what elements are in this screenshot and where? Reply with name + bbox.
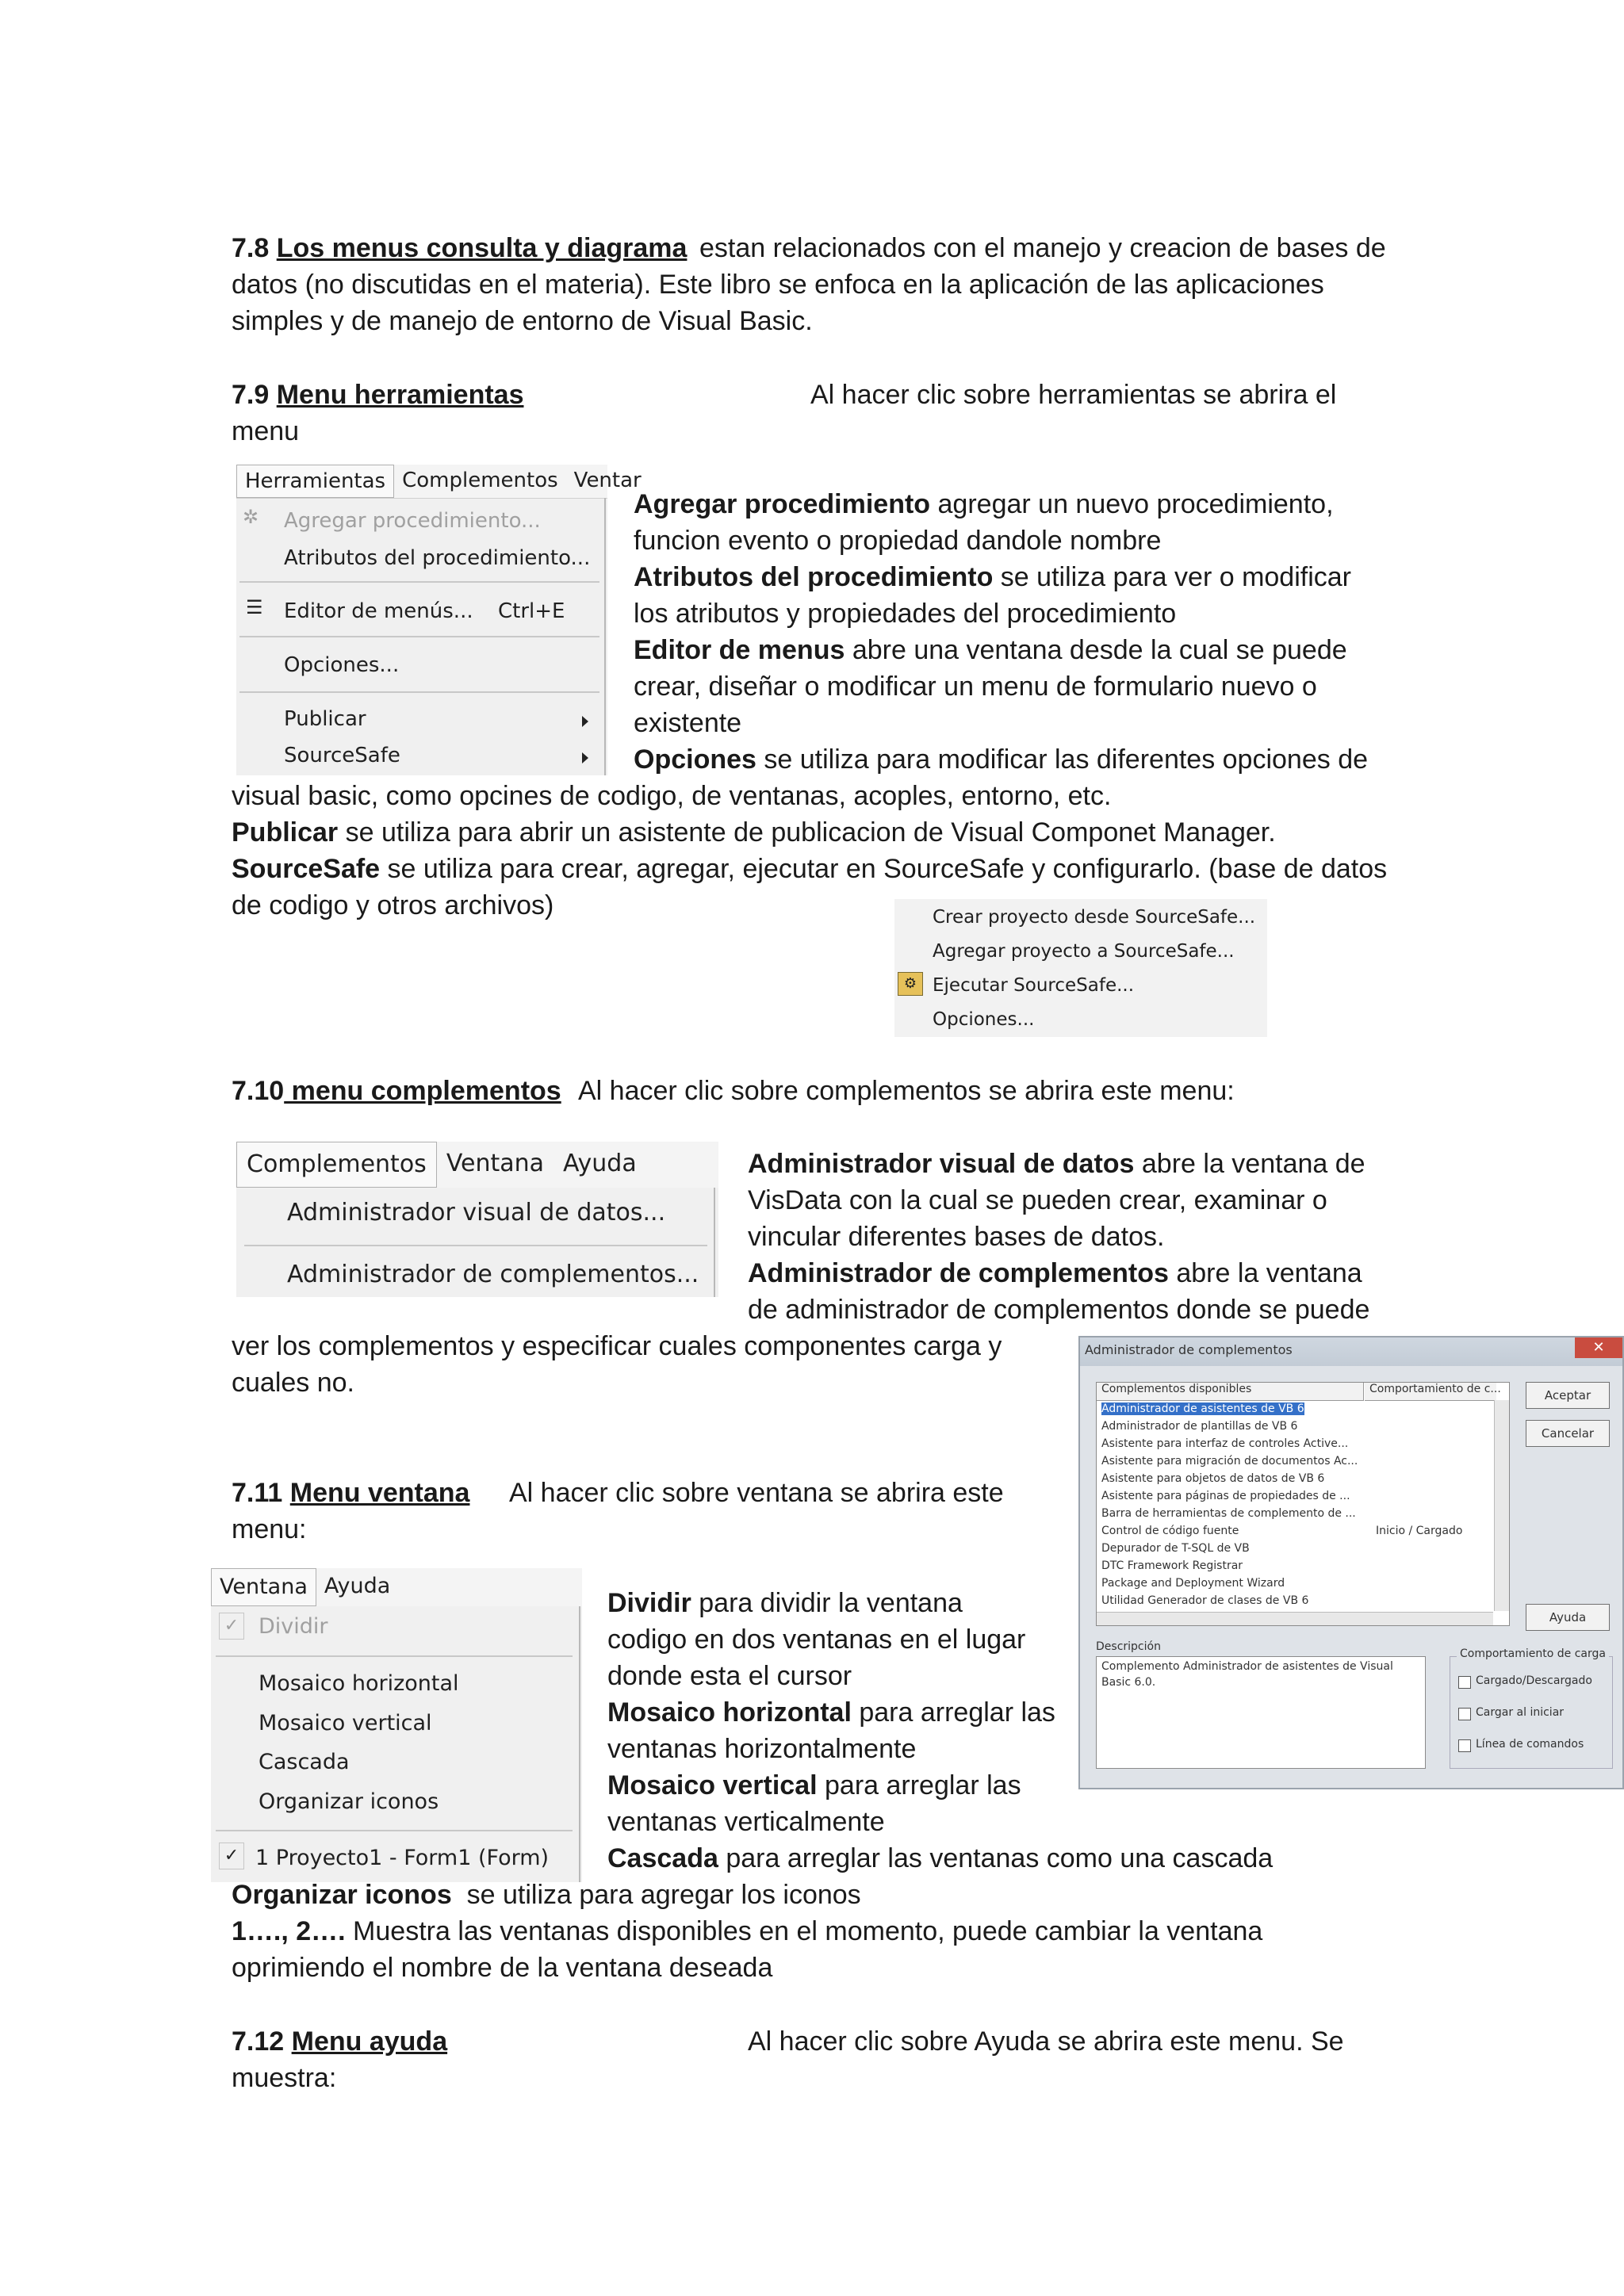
ventana-menu-screenshot [211,1568,582,1882]
definition: funcion evento o propiedad dandole nombre [634,526,1162,556]
menu-separator [239,636,599,637]
menu-herramientas[interactable]: Herramientas [236,465,394,498]
definition: ventanas verticalmente [607,1807,885,1837]
list-item-status: Inicio / Cargado [1376,1525,1463,1537]
sourcesafe-icon: ⚙ [898,972,923,996]
menu-bar [211,1568,582,1606]
check-icon: ✓ [219,1843,244,1869]
section-number: 7.9 [232,380,277,410]
menu-item-proyecto1-form1[interactable]: 1 Proyecto1 - Form1 (Form) [255,1846,550,1870]
section-7-11-heading [232,1475,1064,1548]
complementos-menu-screenshot [236,1142,718,1297]
list-item[interactable]: Administrador de plantillas de VB 6 [1101,1420,1298,1433]
definition: crear, diseñar o modificar un menu de formulario nuevo o [634,672,1317,702]
menu-item-administrador-visual-datos[interactable]: Administrador visual de datos... [287,1199,666,1226]
term: Mosaico horizontal [607,1697,852,1728]
menu-separator [244,1245,707,1246]
definition: se utiliza para crear, agregar, ejecutar en SourceSafe y configurarlo. (base de datos [380,854,1388,884]
term: Editor de menus [634,635,845,665]
cargado-checkbox[interactable] [1458,1676,1471,1689]
term: Agregar procedimiento [634,489,931,519]
section-7-9-heading [232,377,1421,450]
paragraph-line: estan relacionados con el manejo y creacion de bases de [699,233,1386,263]
menu-bar [236,465,642,499]
comportamiento-carga-group [1450,1647,1613,1769]
definition: se utiliza para agregar los iconos [451,1880,861,1910]
definition: ver los complementos y especificar cuales componentes carga y [232,1331,1002,1361]
menu-ventana[interactable]: Ventar [573,469,642,492]
submenu-arrow-icon [582,716,588,727]
aceptar-button[interactable]: Aceptar [1526,1382,1610,1409]
list-item[interactable]: Asistente para objetos de datos de VB 6 [1101,1472,1325,1485]
definition: para arreglar las ventanas como una cascada [718,1843,1274,1873]
complementos-descriptions [748,1146,1430,1328]
definition: existente [634,708,742,738]
herramientas-descriptions [634,486,1395,778]
term: Administrador visual de datos [748,1149,1135,1179]
list-item[interactable]: Barra de herramientas de complemento de ... [1101,1507,1356,1520]
shortcut-label: Ctrl+E [498,599,565,623]
definition: se utiliza para modificar las diferentes opciones de [756,744,1369,775]
definition: oprimiendo el nombre de la ventana deseada [232,1953,773,1983]
definition: vincular diferentes bases de datos. [748,1222,1165,1252]
section-title: Los menus consulta y diagrama [276,233,688,263]
menu-item-agregar-procedimiento[interactable]: Agregar procedimiento... [284,509,541,533]
section-number: 7.8 [232,233,277,263]
paragraph-line: menu: [232,1514,307,1544]
term: SourceSafe [232,854,381,884]
paragraph-line: Al hacer clic sobre complementos se abrira este menu: [578,1076,1235,1106]
close-icon[interactable]: ✕ [1575,1337,1622,1358]
list-item[interactable]: Administrador de asistentes de VB 6 [1101,1402,1304,1415]
section-7-8 [232,230,1421,339]
herramientas-menu-screenshot [236,465,642,775]
paragraph-line: simples y de manejo de entorno de Visual Basic. [232,306,813,336]
section-7-10-heading [232,1073,1421,1109]
menu-item-opciones[interactable]: Opciones... [933,1009,1035,1030]
section-number: 7.11 [232,1478,290,1508]
checkbox-label: Cargado/Descargado [1476,1674,1592,1687]
menu-bar [236,1142,718,1188]
menu-complementos[interactable]: Complementos [402,469,558,492]
list-item[interactable]: Utilidad Generador de clases de VB 6 [1101,1594,1309,1607]
column-header[interactable]: Comportamiento de c... [1365,1383,1496,1401]
list-item[interactable]: Asistente para interfaz de controles Active... [1101,1437,1349,1450]
menu-ayuda[interactable]: Ayuda [324,1574,391,1598]
list-item[interactable]: Asistente para migración de documentos Ac... [1101,1455,1358,1468]
check-icon: ✓ [219,1613,244,1640]
section-7-12-heading [232,2023,1421,2096]
paragraph-line: datos (no discutidas en el materia). Este libro se enfoca en la aplicación de las aplicaciones [232,270,1324,300]
paragraph-line: Al hacer clic sobre Ayuda se abrira este menu. Se [748,2026,1344,2057]
definition: codigo en dos ventanas en el lugar [607,1624,1026,1655]
ayuda-button[interactable]: Ayuda [1526,1604,1610,1631]
definition: para arreglar las [851,1697,1055,1728]
menu-item-opciones[interactable]: Opciones... [284,653,400,677]
definition: los atributos y propiedades del procedimiento [634,599,1177,629]
description-text: Complemento Administrador de asistentes de Visual [1101,1660,1393,1673]
checkbox-label: Línea de comandos [1476,1738,1584,1751]
definition: de administrador de complementos donde se puede [748,1295,1370,1325]
term: Cascada [607,1843,718,1873]
list-item[interactable]: Depurador de T-SQL de VB [1101,1542,1250,1555]
definition: ventanas horizontalmente [607,1734,917,1764]
sourcesafe-submenu-screenshot [894,899,1267,1037]
menu-item-ejecutar-sourcesafe[interactable]: Ejecutar SourceSafe... [933,975,1135,996]
definition: abre la ventana de [1134,1149,1365,1179]
menu-ventana[interactable]: Ventana [446,1150,545,1177]
section-number: 7.12 [232,2026,292,2057]
term: Atributos del procedimiento [634,562,994,592]
definition: VisData con la cual se pueden crear, examinar o [748,1185,1327,1215]
definition: donde esta el cursor [607,1661,852,1691]
menu-item-atributos[interactable]: Atributos del procedimiento... [284,546,591,570]
section-title: Menu ventana [289,1478,470,1508]
definition: cuales no. [232,1368,354,1398]
menu-item-sourcesafe[interactable]: SourceSafe [284,744,400,767]
term: Dividir [607,1588,691,1618]
list-item[interactable]: Asistente para páginas de propiedades de ... [1101,1490,1350,1502]
section-title: Menu ayuda [291,2026,448,2057]
paragraph-line: muestra: [232,2063,337,2093]
wand-icon: ✲ [243,506,259,528]
menu-item-administrador-complementos[interactable]: Administrador de complementos... [287,1261,699,1288]
vertical-scrollbar[interactable] [1494,1400,1509,1611]
list-item[interactable]: Package and Deployment Wizard [1101,1577,1285,1590]
section-title: Menu herramientas [276,380,524,410]
menu-separator [239,691,599,693]
definition: para dividir la ventana [691,1588,963,1618]
submenu-arrow-icon [582,752,588,763]
menu-border [714,1188,715,1297]
paragraph-line: Al hacer clic sobre herramientas se abrira el [810,380,1337,410]
term: Publicar [232,817,339,848]
definition: agregar un nuevo procedimiento, [930,489,1334,519]
descripcion-label: Descripción [1096,1640,1161,1653]
dialog-title: Administrador de complementos [1085,1342,1293,1357]
menu-ayuda[interactable]: Ayuda [563,1150,637,1177]
section-title: menu complementos [284,1076,561,1106]
cancelar-button[interactable]: Cancelar [1526,1420,1610,1447]
ventana-descriptions-cont [232,1877,1421,1986]
menu-ventana[interactable]: Ventana [211,1568,316,1606]
description-text: Basic 6.0. [1101,1676,1156,1689]
menu-separator [216,1655,573,1657]
term: Organizar iconos [232,1880,452,1910]
dialog-titlebar [1080,1337,1622,1366]
term: Administrador de complementos [748,1258,1169,1288]
definition: visual basic, como opcines de codigo, de ventanas, acoples, entorno, etc. [232,781,1112,811]
group-label: Comportamiento de carga [1457,1647,1609,1660]
definition: para arreglar las [817,1770,1021,1800]
menu-item-publicar[interactable]: Publicar [284,707,366,731]
menu-item-crear-proyecto[interactable]: Crear proyecto desde SourceSafe... [933,907,1256,928]
ventana-descriptions [607,1585,1440,1877]
paragraph-line: Al hacer clic sobre ventana se abrira este [509,1478,1004,1508]
term: 1…., 2…. [232,1916,346,1946]
list-item[interactable]: DTC Framework Registrar [1101,1559,1243,1572]
cargar-iniciar-checkbox[interactable] [1458,1708,1471,1720]
term: Mosaico vertical [607,1770,818,1800]
menu-border [604,498,606,775]
menu-separator [239,581,599,583]
checkbox-label: Cargar al iniciar [1476,1706,1565,1719]
menu-item-mosaico-vertical[interactable]: Mosaico vertical [259,1711,432,1735]
definition: abre la ventana [1168,1258,1362,1288]
list-item[interactable]: Control de código fuente [1101,1525,1239,1537]
definition: se utiliza para ver o modificar [993,562,1351,592]
menu-item-agregar-proyecto[interactable]: Agregar proyecto a SourceSafe... [933,941,1235,962]
definition: de codigo y otros archivos) [232,890,554,920]
menu-editor-icon: ☰ [246,596,263,618]
term: Opciones [634,744,756,775]
menu-item-organizar-iconos[interactable]: Organizar iconos [259,1789,439,1814]
menu-border [579,1606,580,1882]
menu-item-cascada[interactable]: Cascada [259,1750,350,1774]
column-header[interactable]: Complementos disponibles [1097,1383,1364,1401]
menu-item-editor-menus[interactable]: Editor de menús... [284,599,473,623]
menu-complementos[interactable]: Complementos [236,1142,437,1188]
definition: se utiliza para abrir un asistente de publicacion de Visual Componet Manager. [338,817,1276,848]
menu-separator [216,1830,573,1831]
linea-comandos-checkbox[interactable] [1458,1739,1471,1752]
menu-item-dividir[interactable]: Dividir [259,1614,328,1639]
section-number: 7.10 [232,1076,285,1106]
definition: abre una ventana desde la cual se puede [845,635,1347,665]
paragraph-line: menu [232,416,300,446]
menu-item-mosaico-horizontal[interactable]: Mosaico horizontal [259,1671,459,1696]
definition: Muestra las ventanas disponibles en el momento, puede cambiar la ventana [345,1916,1263,1946]
complementos-descriptions-cont [232,1328,1064,1401]
